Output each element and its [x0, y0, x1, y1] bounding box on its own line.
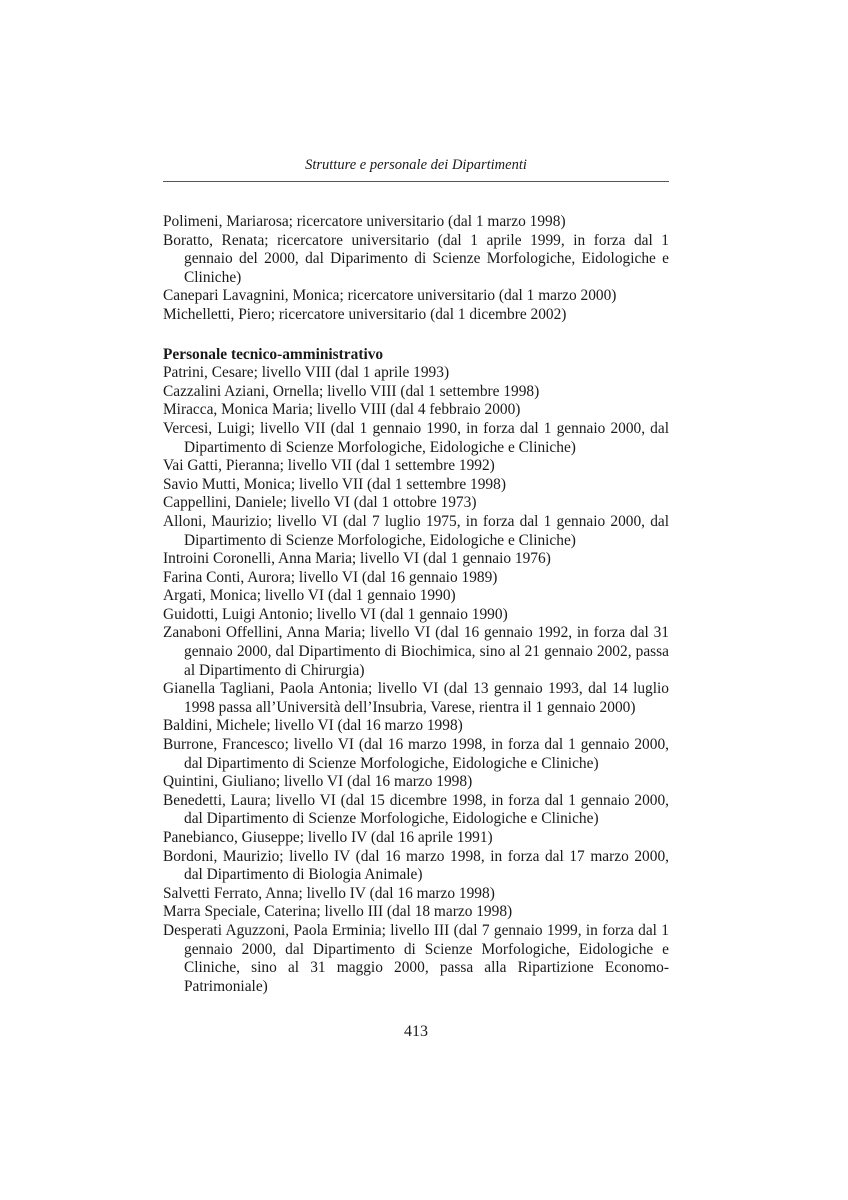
list-item: Burrone, Francesco; livello VI (dal 16 marzo 1998, in forza dal 1 gennaio 2000, dal Dipartimento di Scienze Morfologiche, Eidologiche e Cliniche) [163, 736, 669, 772]
list-item: Farina Conti, Aurora; livello VI (dal 16 gennaio 1989) [163, 568, 498, 586]
list-item: Desperati Aguzzoni, Paola Erminia; livello III (dal 7 gennaio 1999, in forza dal 1 gennaio 2000, dal Dipartimento di Scienze Morfologiche, Eidologiche e Cliniche, sino al 31 maggio 2000, passa alla Ripartizione Economo-Patrimoniale) [163, 921, 669, 995]
list-item: Guidotti, Luigi Antonio; livello VI (dal 1 gennaio 1990) [163, 605, 508, 623]
list-item: Zanaboni Offellini, Anna Maria; livello VI (dal 16 gennaio 1992, in forza dal 31 gennaio 2000, dal Dipartimento di Biochimica, sino al 21 gennaio 2002, passa al Dipartimento di Chirurgia) [163, 624, 669, 679]
header-rule [163, 181, 669, 182]
list-item: Marra Speciale, Caterina; livello III (dal 18 marzo 1998) [163, 903, 513, 921]
list-item: Michelletti, Piero; ricercatore universitario (dal 1 dicembre 2002) [163, 305, 567, 323]
list-item: Canepari Lavagnini, Monica; ricercatore universitario (dal 1 marzo 2000) [163, 287, 617, 305]
list-item: Savio Mutti, Monica; livello VII (dal 1 settembre 1998) [163, 475, 506, 493]
page-body [163, 213, 669, 996]
list-item: Gianella Tagliani, Paola Antonia; livello VI (dal 13 gennaio 1993, dal 14 luglio 1998 passa all’Università dell’Insubria, Varese, rientra il 1 gennaio 2000) [163, 680, 669, 716]
list-item: Salvetti Ferrato, Anna; livello IV (dal 16 marzo 1998) [163, 884, 495, 902]
list-item: Panebianco, Giuseppe; livello IV (dal 16 aprile 1991) [163, 829, 493, 846]
list-item: Benedetti, Laura; livello VI (dal 15 dicembre 1998, in forza dal 1 gennaio 2000, dal Dipartimento di Scienze Morfologiche, Eidologiche e Cliniche) [163, 791, 669, 828]
list-item: Alloni, Maurizio; livello VI (dal 7 luglio 1975, in forza dal 1 gennaio 2000, dal Dipartimento di Scienze Morfologiche, Eidologiche e Cliniche) [163, 512, 669, 549]
list-item: Argati, Monica; livello VI (dal 1 gennaio 1990) [163, 587, 456, 605]
page-number: 413 [404, 1023, 428, 1040]
list-item: Patrini, Cesare; livello VIII (dal 1 aprile 1993) [163, 364, 450, 382]
list-item: Vai Gatti, Pieranna; livello VII (dal 1 settembre 1992) [163, 457, 495, 475]
list-item: Vercesi, Luigi; livello VII (dal 1 gennaio 1990, in forza dal 1 gennaio 2000, dal Dipartimento di Scienze Morfologiche, Eidologiche e Cliniche) [163, 419, 669, 456]
list-item: Cappellini, Daniele; livello VI (dal 1 ottobre 1973) [163, 494, 477, 512]
list-item: Quintini, Giuliano; livello VI (dal 16 marzo 1998) [163, 773, 473, 791]
personale-list [163, 364, 669, 996]
section-heading: Personale tecnico-amministrativo [163, 345, 384, 363]
list-item: Baldini, Michele; livello VI (dal 16 marzo 1998) [163, 717, 463, 735]
list-item: Bordoni, Maurizio; livello IV (dal 16 marzo 1998, in forza dal 17 marzo 2000, dal Dipartimento di Biologia Animale) [163, 847, 669, 884]
list-item: Introini Coronelli, Anna Maria; livello VI (dal 1 gennaio 1976) [163, 550, 551, 568]
list-item: Boratto, Renata; ricercatore universitario (dal 1 aprile 1999, in forza dal 1 gennaio del 2000, dal Diparimento di Scienze Morfologiche, Eidologiche e Cliniche) [163, 231, 669, 286]
list-item: Miracca, Monica Maria; livello VIII (dal 4 febbraio 2000) [163, 401, 521, 419]
running-head: Strutture e personale dei Dipartimenti [305, 157, 527, 173]
list-item: Cazzalini Aziani, Ornella; livello VIII (dal 1 settembre 1998) [163, 382, 540, 400]
section-spacer [163, 325, 669, 346]
ricercatori-list [163, 213, 669, 325]
list-item: Polimeni, Mariarosa; ricercatore universitario (dal 1 marzo 1998) [163, 213, 566, 230]
